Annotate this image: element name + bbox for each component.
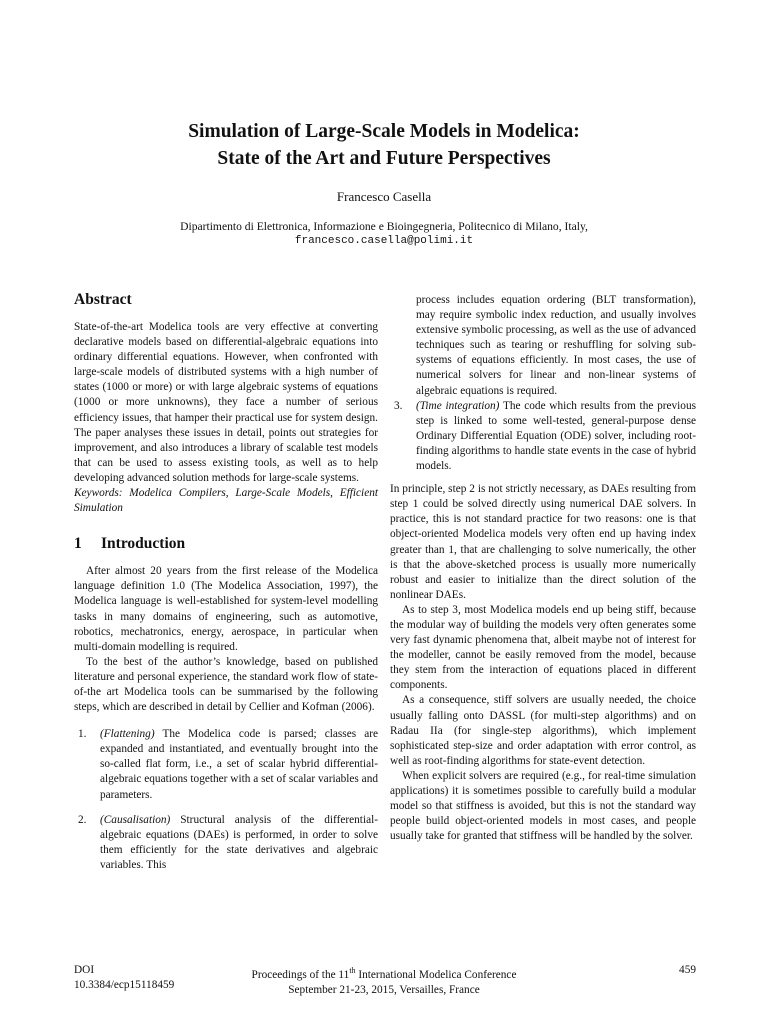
conference-name-prefix: Proceedings of the 11 [251, 968, 350, 981]
step-item [74, 727, 378, 802]
intro-paragraph-2: To the best of the author’s knowledge, based on published literature and personal experience, the standard work flow of state-of-the art Modelica tools can be summarised by the following steps, which are described in detail by Cellier and Kofman (2006). [74, 655, 378, 714]
step-number: 3. [394, 399, 403, 412]
intro-paragraph-1: After almost 20 years from the first release of the Modelica language definition 1.0 (The Modelica Association, 1997), the Modelica language is well-established for system-level modelling tasks in many domains of engineering, such as automotive, robotics, mechatronics, energy, aerospace, in particular when multi-domain modelling is required. [74, 565, 378, 653]
workflow-steps-continued [390, 399, 696, 474]
abstract-text: State-of-the-art Modelica tools are very effective at converting declarative models based on differential-algebraic equations into ordinary differential equations. However, when confronted with large-scale models of distributed systems with a high number of states (1000 or more) or with large algebraic systems of equations (1000 or more unknowns), they face a number of serious efficiency issues, that hamper their practical use for system design. The paper analyses these issues in detail, points out strategies for improvement, and also introduces a library of scalable test models that can be used to assess existing tools, as well as to help developing advanced solution methods for large-scale systems. [74, 321, 378, 484]
abstract-heading: Abstract [74, 291, 132, 308]
abstract-keywords: Keywords: Modelica Compilers, Large-Scale Models, Efficient Simulation [74, 487, 378, 515]
step-text: The Modelica code is parsed; classes are expanded and instantiated, and eventually brought into the so-called flat form, i.e., a set of scalar hybrid differential-algebraic equations together with a set of scalar variables and parameters. [100, 728, 378, 801]
step-2-continuation: process includes equation ordering (BLT transformation), may require symbolic index reduction, and usually involves extensive symbolic processing, as well as the use of advanced techniques such as tearing or reshuffling for solving sub-systems of equations efficiently. In most cases, the use of numerical solvers for linear and non-linear systems of algebraic equations is required. [416, 294, 696, 397]
intro-paragraph-3: In principle, step 2 is not strictly necessary, as DAEs resulting from step 1 could be solved directly using numerical DAE solvers. In practice, this is not standard practice for two reasons: one is that object-oriented Modelica models very often end up having index greater than 1, that are challenging to solve numerically, the other is that the above-sketched process is usually more numerically robust and easier to initialize than the direct solution of the nonlinear DAEs. [390, 483, 696, 601]
intro-paragraph-6: When explicit solvers are required (e.g., for real-time simulation applications) it is sometimes possible to carefully build a modular model so that stiffness is avoided, but this is not the standard way people build object-oriented models in most cases, and people usually take for granted that stiffness will be handled by the solver. [390, 769, 696, 843]
conference-name-suffix: International Modelica Conference [355, 968, 517, 981]
conference-date: September 21-23, 2015, Versailles, France [288, 983, 480, 996]
step-number: 1. [78, 728, 87, 741]
step-number: 2. [78, 813, 87, 826]
paper-title [0, 118, 768, 172]
page-number: 459 [679, 964, 696, 976]
step-text: Structural analysis of the differential-algebraic equations (DAEs) is performed, in order to solve them efficiently for the state derivatives and algebraic variables. This [100, 813, 378, 871]
step-label: (Causalisation) [100, 813, 171, 826]
section-title: Introduction [101, 535, 186, 553]
doi-value: 10.3384/ecp15118459 [74, 979, 175, 991]
author-name: Francesco Casella [336, 189, 432, 204]
right-column [390, 293, 696, 844]
title-line-2: State of the Art and Future Perspectives [217, 148, 551, 169]
step-text: The code which results from the previous step is linked to some well-tested, general-purpose dense Ordinary Differential Equation (ODE) solver, including root-finding algorithms to handle state events in the case of hybrid models. [416, 399, 696, 473]
author-affiliation: Dipartimento di Elettronica, Informazione e Bioingegneria, Politecnico di Milano, Italy, [180, 220, 588, 233]
title-line-1: Simulation of Large-Scale Models in Modelica: [188, 121, 580, 142]
conference-ordinal: th [349, 966, 356, 975]
doi-label: DOI [74, 964, 95, 976]
section-heading-introduction [74, 534, 378, 554]
author-email: francesco.casella@polimi.it [294, 235, 474, 247]
intro-paragraph-4: As to step 3, most Modelica models end up being stiff, because the modular way of building the models very often generates some very fast dynamic phenomena that, albeit maybe not of interest for the modeller, cannot be easily removed from the model, because they stem from the interaction of equations placed in different components. [390, 603, 696, 692]
footer-conference [0, 963, 768, 998]
step-item [390, 399, 696, 474]
left-column [74, 290, 378, 883]
step-label: (Time integration) [416, 399, 500, 412]
step-label: (Flattening) [100, 728, 155, 741]
step-item [74, 813, 378, 873]
section-number: 1 [74, 535, 82, 553]
conference-name [0, 963, 768, 983]
workflow-steps [74, 727, 378, 873]
intro-paragraph-5: As a consequence, stiff solvers are usually needed, the choice usually falling onto DASSL (for multi-step algorithms) and on Radau IIa (for single-step algorithms), which implement sophisticated step-size and order adaptation with error control, as well as root-finding algorithms for state-event detection. [390, 694, 696, 767]
